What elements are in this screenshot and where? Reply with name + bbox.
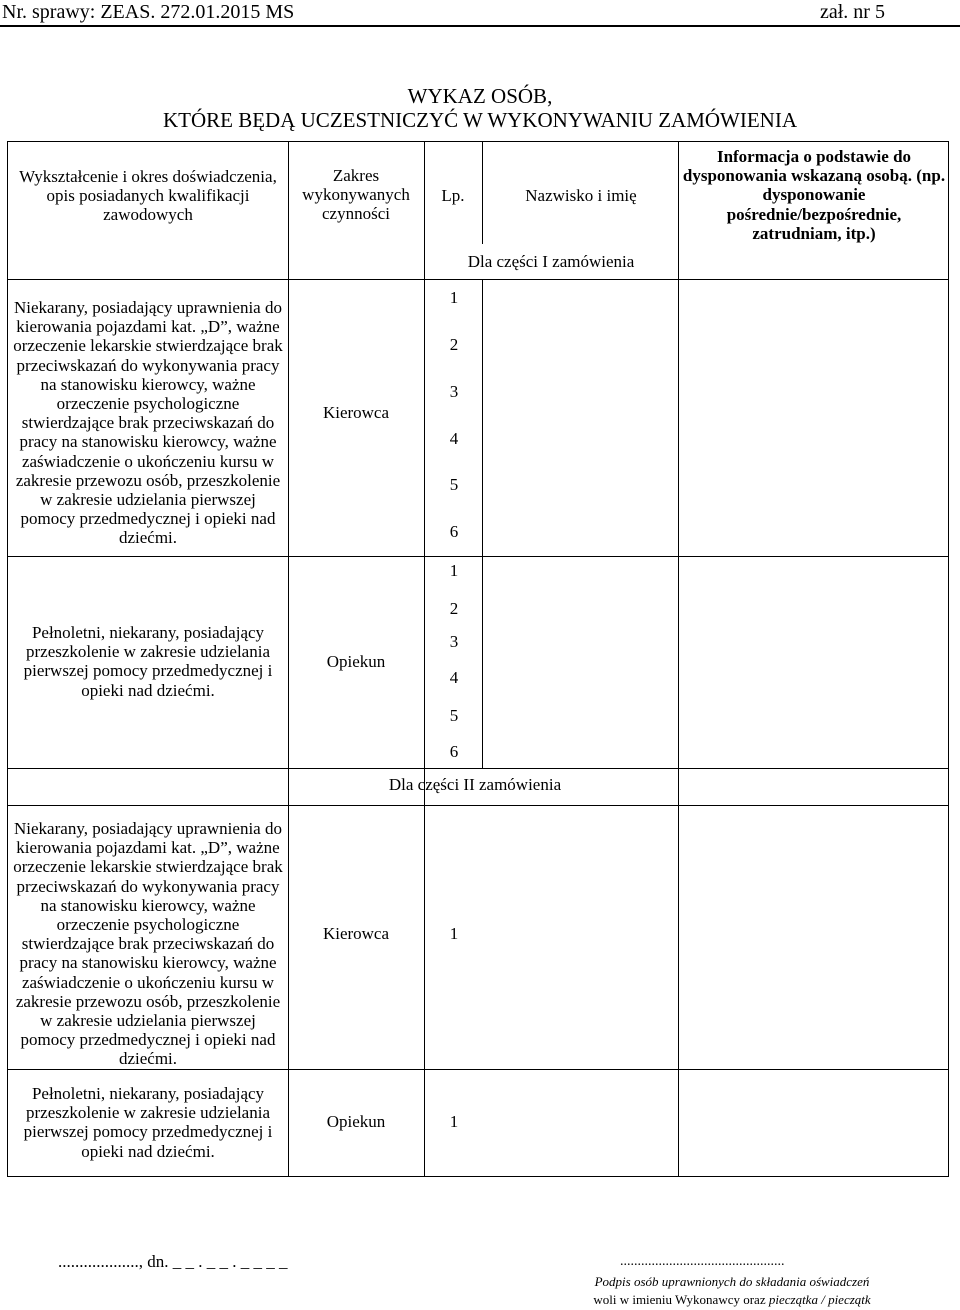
part1-guardian-lp-3: 3 [449, 632, 459, 651]
col-divider-name-part1 [482, 279, 483, 768]
part2-label: Dla części II zamówienia [388, 775, 562, 794]
case-number: Nr. sprawy: ZEAS. 272.01.2015 MS [2, 1, 295, 23]
attachment-number: zał. nr 5 [820, 1, 885, 23]
header-rule [0, 25, 960, 27]
signature-caption-line2 [540, 1292, 924, 1308]
part2-driver-scope: Kierowca [322, 924, 390, 943]
part1-guardian-lp-6: 6 [449, 742, 459, 761]
part2-header-border [7, 805, 948, 806]
part1-guardian-lp-4: 4 [449, 668, 459, 687]
part2-driver-requirements: Niekarany, posiadający uprawnienia do kierowania pojazdami kat. „D”, ważne orzeczenie lekarskie stwierdzające brak przeciwskazań do wykonywania pracy na stanowisku kierowcy, ważne orzeczenie psychologiczne stwierdzające brak przeciwskazań do pracy na stanowisku kierowcy, ważne zaświadczenie o ukończeniu kursu w zakresie przewozu osób, przeszkolenie w zakresie udzielania pierwszej pomocy przedmedycznej i opieki nad dziećmi. [13, 819, 283, 1069]
part1-guardian-lp-2: 2 [449, 599, 459, 618]
part2-guardian-requirements: Pełnoletni, niekarany, posiadający przeszkolenie w zakresie udzielania pierwszej pomocy przedmedycznej i opieki nad dziećmi. [23, 1084, 273, 1161]
row-divider-part2 [7, 1069, 948, 1070]
col-divider-scope [288, 141, 289, 1176]
column-header-lp: Lp. [441, 186, 465, 205]
table-bottom-border [7, 1176, 949, 1177]
column-header-name: Nazwisko i imię [525, 186, 637, 205]
part1-driver-requirements: Niekarany, posiadający uprawnienia do kierowania pojazdami kat. „D”, ważne orzeczenie lekarskie stwierdzające brak przeciwskazań do wykonywania pracy na stanowisku kierowcy, ważne orzeczenie psychologiczne stwierdzające brak przeciwskazań do pracy na stanowisku kierowcy, ważne zaświadczenie o ukończeniu kursu w zakresie przewozu osób, przeszkolenie w zakresie udzielania pierwszej pomocy przedmedycznej i opieki nad dziećmi. [13, 298, 283, 548]
header-bottom-border [7, 279, 948, 280]
col-divider-info [678, 141, 679, 1176]
part1-guardian-requirements: Pełnoletni, niekarany, posiadający przeszkolenie w zakresie udzielania pierwszej pomocy przedmedycznej i opieki nad dziećmi. [23, 623, 273, 700]
document-subtitle: KTÓRE BĘDĄ UCZESTNICZYĆ W WYKONYWANIU ZAMÓWIENIA [162, 108, 798, 132]
signature-caption-line2-plain: woli w imieniu Wykonawcy oraz [593, 1292, 769, 1307]
col-divider-name-header [482, 141, 483, 244]
table-top-border [7, 141, 948, 142]
document-title: WYKAZ OSÓB, [407, 84, 553, 108]
part1-driver-lp-2: 2 [449, 335, 459, 354]
part2-guardian-scope: Opiekun [326, 1112, 386, 1131]
part1-driver-lp-4: 4 [449, 429, 459, 448]
place-date-line: ..................., dn. _ _ . _ _ . _ _ _ _ [58, 1252, 288, 1271]
part1-driver-lp-3: 3 [449, 382, 459, 401]
info-header-line1: Informacja o podstawie do dysponowania wskazaną osobą. [682, 147, 913, 186]
part1-driver-lp-1: 1 [449, 288, 459, 307]
column-header-education: Wykształcenie i okres doświadczenia, opis posiadanych kwalifikacji zawodowych [19, 167, 277, 225]
row-divider-part1 [7, 556, 948, 557]
part2-driver-lp-1: 1 [449, 924, 459, 943]
signature-dots: ............................................... [620, 1254, 785, 1269]
column-header-info [682, 147, 946, 243]
col-divider-lp [424, 141, 425, 1176]
part2-guardian-lp-1: 1 [449, 1112, 459, 1131]
table-right-border [948, 141, 949, 1176]
table-left-border [7, 141, 8, 1176]
part1-driver-lp-6: 6 [449, 522, 459, 541]
part1-guardian-scope: Opiekun [326, 652, 386, 671]
signature-caption-line2-italic: pieczątka / pieczątk [768, 1292, 871, 1307]
part1-guardian-lp-5: 5 [449, 706, 459, 725]
part1-guardian-lp-1: 1 [449, 561, 459, 580]
signature-caption-line1: Podpis osób uprawnionych do składania oświadczeń [594, 1274, 870, 1289]
part1-label: Dla części I zamówienia [467, 252, 635, 271]
info-header-line2: (np. dysponowanie pośrednie/bezpośrednie, zatrudniam, itp.) [726, 166, 946, 243]
part1-driver-scope: Kierowca [322, 403, 390, 422]
part1-driver-lp-5: 5 [449, 475, 459, 494]
column-header-scope: Zakres wykonywanych czynności [302, 166, 410, 224]
part1-bottom-border [7, 768, 948, 769]
